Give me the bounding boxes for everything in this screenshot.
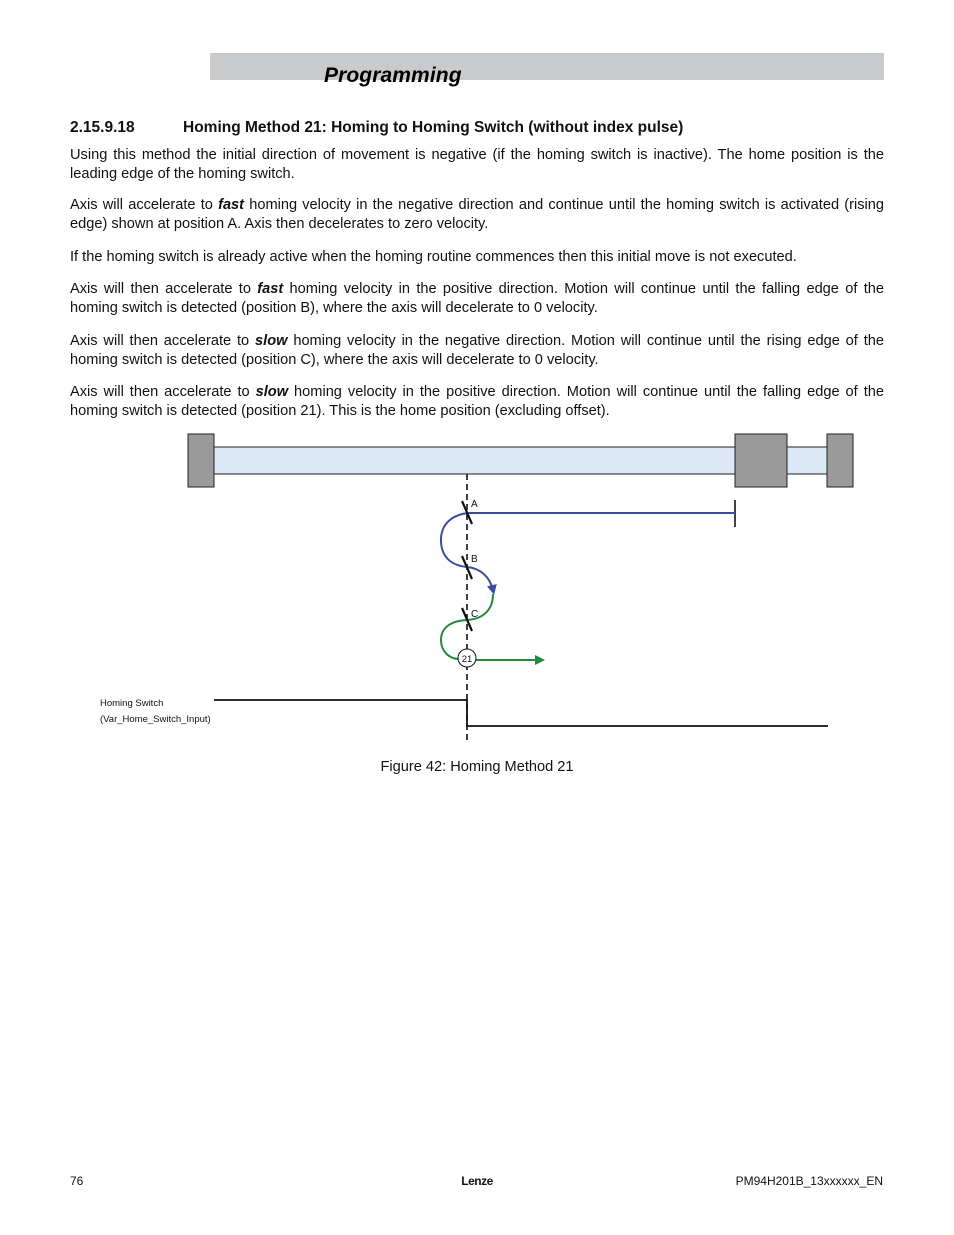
homing-switch-label: Homing Switch [100, 698, 164, 709]
section-number: 2.15.9.18 [70, 119, 135, 136]
paragraph-6 [70, 383, 884, 421]
paragraph-2-post: homing velocity in the negative direction and continue until the homing switch is activated (rising edge) shown at position A. Axis then decelerates to zero velocity. [70, 197, 884, 232]
page-number: 76 [70, 1174, 84, 1188]
label-c: C [471, 609, 479, 620]
left-limit-block [188, 434, 214, 487]
paragraph-2 [70, 196, 884, 234]
paragraph-1-text: Using this method the initial direction of movement is negative (if the homing switch is inactive). The home position is the leading edge of the homing switch. [70, 147, 884, 182]
paragraph-3 [70, 248, 884, 267]
fast-positive-move [441, 513, 469, 567]
homing-switch-variable: (Var_Home_Switch_Input) [100, 714, 211, 725]
paragraph-3-text: If the homing switch is already active when the homing routine commences then this initial move is not executed. [70, 249, 797, 265]
paragraph-6-emphasis: slow [255, 384, 289, 400]
paragraph-2-emphasis: fast [218, 197, 245, 213]
paragraph-1 [70, 146, 884, 184]
figure-caption: Figure 42: Homing Method 21 [380, 759, 574, 775]
paragraph-4 [70, 280, 884, 318]
right-limit-block [827, 434, 853, 487]
label-b: B [471, 554, 478, 565]
paragraph-6-pre: Axis will then accelerate to [70, 384, 256, 400]
homing-switch-block [735, 434, 787, 487]
document-id: PM94H201B_13xxxxxx_EN [735, 1174, 883, 1188]
paragraph-5-emphasis: slow [255, 333, 288, 349]
homing-method-diagram [0, 420, 954, 750]
paragraph-6-post: homing velocity in the positive direction. Motion will continue until the falling edge of the homing switch is detected (position 21). This is the home position (excluding offset). [70, 384, 884, 419]
header-band [210, 53, 884, 80]
paragraph-4-post: homing velocity in the positive direction. Motion will continue until the falling edge of the homing switch is detected (position B), where the axis will decelerate to 0 velocity. [70, 281, 884, 316]
home-position-label: 21 [461, 654, 473, 665]
paragraph-5-post: homing velocity in the negative direction. Motion will continue until the rising edge of the homing switch is detected (position C), where the axis will decelerate to 0 velocity. [70, 333, 884, 368]
paragraph-4-emphasis: fast [257, 281, 284, 297]
paragraph-2-pre: Axis will accelerate to [70, 197, 219, 213]
brand-logo: Lenze [461, 1174, 493, 1188]
section-title: Homing Method 21: Homing to Homing Switch (without index pulse) [183, 119, 684, 136]
paragraph-4-pre: Axis will then accelerate to [70, 281, 258, 297]
homing-switch-signal [214, 700, 828, 726]
label-a: A [471, 499, 478, 510]
paragraph-5 [70, 332, 884, 370]
page-header-title: Programming [324, 64, 462, 87]
paragraph-5-pre: Axis will then accelerate to [70, 333, 256, 349]
